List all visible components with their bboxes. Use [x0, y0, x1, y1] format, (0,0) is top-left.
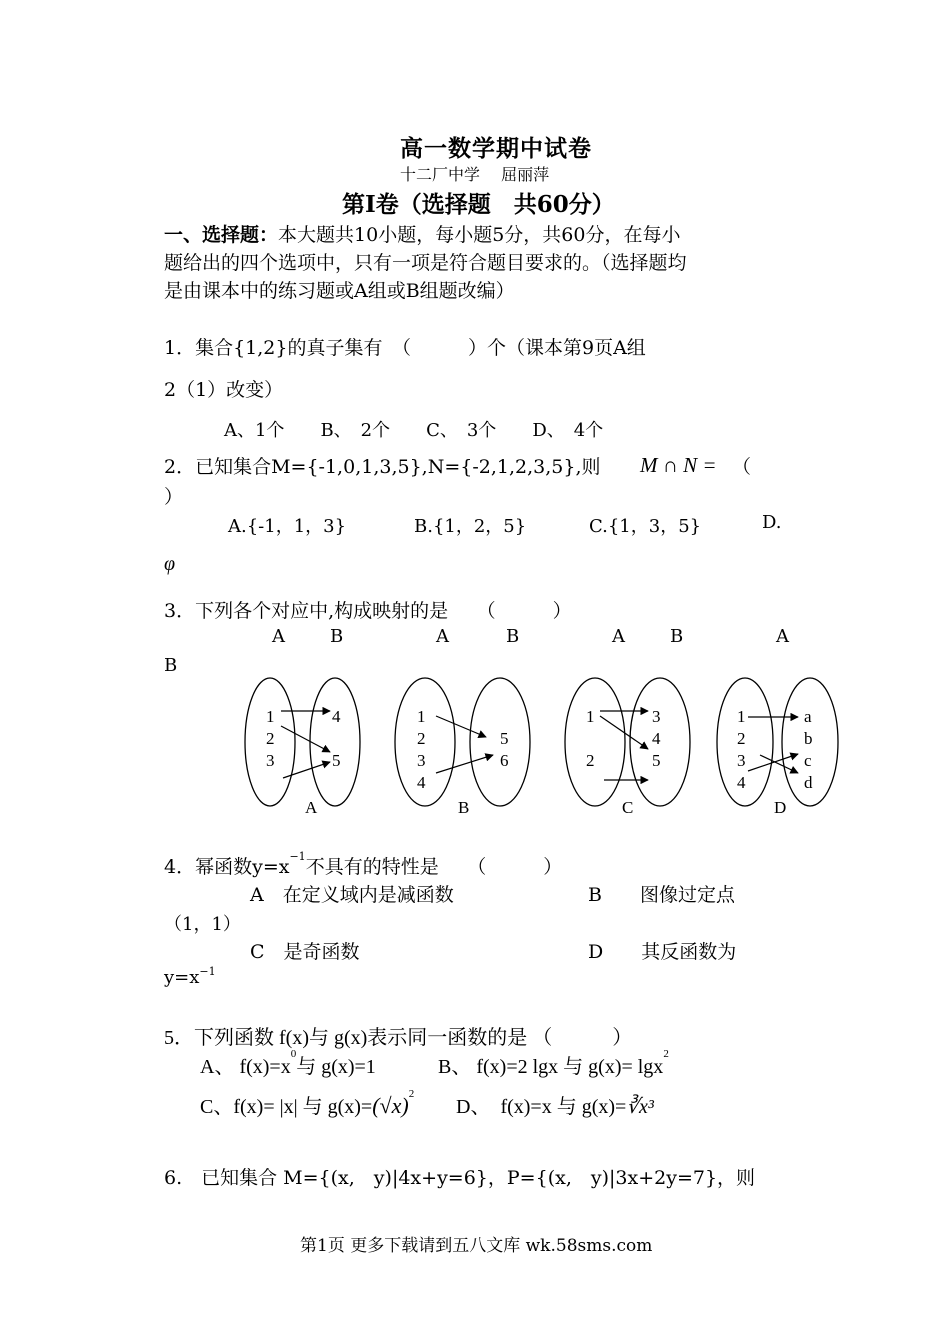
question-2-option-b: B.{1，2，5} [414, 516, 527, 537]
q3-header-a2: A [436, 626, 449, 647]
question-5-option-b-sup: 2 [663, 1048, 669, 1060]
question-4-option-d-wrap [164, 967, 216, 988]
volume-heading: 第Ⅰ卷（选择题 共60分） [342, 191, 615, 218]
question-2-math-expr: M ∩ N = [640, 453, 717, 477]
question-1-stem: 1．集合{1,2}的真子集有 （ ）个（课本第9页A组 [164, 337, 646, 359]
question-2-empty-set: φ [164, 553, 176, 575]
question-2-option-d: D. [762, 512, 782, 533]
mapping-diagram-d [717, 678, 838, 817]
diagram-b-left-2: 2 [417, 729, 426, 748]
mapping-diagram-c [565, 678, 690, 817]
diagram-c-left-1: 1 [586, 707, 595, 726]
question-4-option-a: A 在定义域内是减函数 [250, 884, 454, 906]
diagram-d-right-b: b [804, 729, 813, 748]
question-4-option-d-wrap-base: y=x [164, 967, 200, 988]
diagram-c-left-2: 2 [586, 751, 595, 770]
question-1-stem-cont: 2（1）改变） [164, 379, 284, 401]
section-intro-line-2: 题给出的四个选项中，只有一项是符合题目要求的。（选择题均 [164, 252, 687, 274]
diagram-a-arrow-2 [281, 726, 330, 752]
question-5-option-b-base: B、 f(x)=2 lgx 与 g(x)= lgx [438, 1056, 664, 1078]
diagram-d-caption: D [774, 798, 787, 817]
question-5-option-a-tail: 与 g(x)=1 [296, 1056, 376, 1078]
diagram-c-domain-ellipse [565, 678, 625, 806]
question-2-option-c: C.{1，3，5} [589, 516, 702, 537]
diagram-a-right-4: 4 [332, 707, 341, 726]
q3-header-a1: A [272, 626, 285, 647]
author-line: 十二厂中学 屈丽萍 [400, 165, 550, 184]
question-5-option-d [456, 1090, 654, 1119]
q3-header-b1: B [330, 626, 344, 647]
diagram-d-left-4: 4 [737, 773, 746, 792]
diagram-a-caption: A [305, 798, 318, 817]
question-2-option-a: A.{-1，1，3} [228, 516, 347, 537]
question-5-option-a-base: A、 f(x)=x [200, 1056, 291, 1078]
question-1-options: A、1个 B、 2个 C、 3个 D、 4个 [224, 420, 604, 441]
diagram-b-left-4: 4 [417, 773, 426, 792]
diagram-a-codomain-ellipse [310, 678, 360, 806]
question-4-stem-b: 不具有的特性是 （ ） [305, 856, 563, 878]
question-6-stem: 6. 已知集合 M={(x, y)|4x+y=6}，P={(x, y)|3x+2y=7}，则 [164, 1167, 756, 1189]
diagram-b-right-5: 5 [500, 729, 509, 748]
diagram-a-left-1: 1 [266, 707, 275, 726]
diagram-d-arrow-3 [760, 755, 798, 773]
diagram-a-left-2: 2 [266, 729, 275, 748]
question-5-option-d-expr: ∛x³ [626, 1096, 654, 1118]
diagram-b-caption: B [458, 798, 470, 817]
mapping-diagram-a [245, 678, 360, 817]
diagram-d-left-2: 2 [737, 729, 746, 748]
section-intro-line-3: 是由课本中的练习题或A组或B组题改编） [164, 280, 515, 302]
question-4-stem-a: 4．幂函数y=x [164, 856, 290, 878]
mapping-diagram-b [395, 678, 530, 817]
question-5-option-c-base: C、f(x)= |x| 与 g(x)= [200, 1096, 373, 1118]
question-5-option-d-base: D、 f(x)=x 与 g(x)= [456, 1096, 627, 1118]
question-5-option-a-sup: 0 [290, 1048, 297, 1060]
q3-header-a3: A [612, 626, 625, 647]
question-5-option-c-sup: 2 [408, 1088, 415, 1100]
diagram-d-right-d: d [804, 773, 813, 792]
diagram-b-arrow-1 [436, 716, 486, 737]
q3-header-b4: B [164, 655, 178, 676]
diagram-a-left-3: 3 [266, 751, 275, 770]
section-desc-1: 本大题共10小题，每小题5分，共60分，在每小 [278, 224, 681, 246]
question-2-stem: 2．已知集合M={-1,0,1,3,5},N={-2,1,2,3,5},则 [164, 456, 601, 478]
question-4-option-b: B 图像过定点 [588, 884, 735, 906]
q3-header-b3: B [670, 626, 684, 647]
q3-header-b2: B [506, 626, 520, 647]
question-5-stem: 5．下列函数 f(x)与 g(x)表示同一函数的是 （ ） [164, 1027, 633, 1049]
diagram-b-left-1: 1 [417, 707, 426, 726]
diagram-b-arrow-2 [436, 755, 493, 773]
diagram-d-arrow-2 [748, 754, 798, 771]
question-4-stem-sup: −1 [289, 850, 306, 863]
question-4-stem [164, 852, 562, 879]
question-4-option-d: D 其反函数为 [588, 941, 737, 963]
question-5-option-c [200, 1090, 414, 1119]
diagram-d-left-3: 3 [737, 751, 746, 770]
q3-header-a4: A [776, 626, 789, 647]
diagram-d-left-1: 1 [737, 707, 746, 726]
page-footer: 第1页 更多下载请到五八文库 wk.58sms.com [300, 1236, 653, 1256]
diagram-c-caption: C [622, 798, 634, 817]
question-2-paren-open: （ [732, 456, 752, 478]
question-3-stem: 3．下列各个对应中,构成映射的是 （ ） [164, 600, 572, 622]
page-title: 高一数学期中试卷 [400, 135, 592, 162]
section-label: 一、选择题： [164, 224, 279, 246]
diagram-a-arrow-3 [283, 762, 330, 778]
diagram-d-right-c: c [804, 751, 812, 770]
diagram-c-right-5: 5 [652, 751, 661, 770]
question-4-option-c: C 是奇函数 [250, 941, 360, 963]
question-4-option-d-wrap-sup: −1 [199, 965, 216, 978]
diagram-a-right-5: 5 [332, 751, 341, 770]
diagram-b-right-6: 6 [500, 751, 509, 770]
diagram-b-left-3: 3 [417, 751, 426, 770]
question-4-option-b-wrap: （1，1） [164, 914, 241, 935]
question-5-option-c-expr: (√x) [372, 1093, 409, 1118]
diagram-d-right-a: a [804, 707, 812, 726]
question-5-option-a [200, 1050, 376, 1079]
question-2-paren-close: ） [164, 486, 184, 508]
question-5-option-b [438, 1050, 669, 1079]
diagram-c-right-4: 4 [652, 729, 661, 748]
diagram-c-right-3: 3 [652, 707, 661, 726]
